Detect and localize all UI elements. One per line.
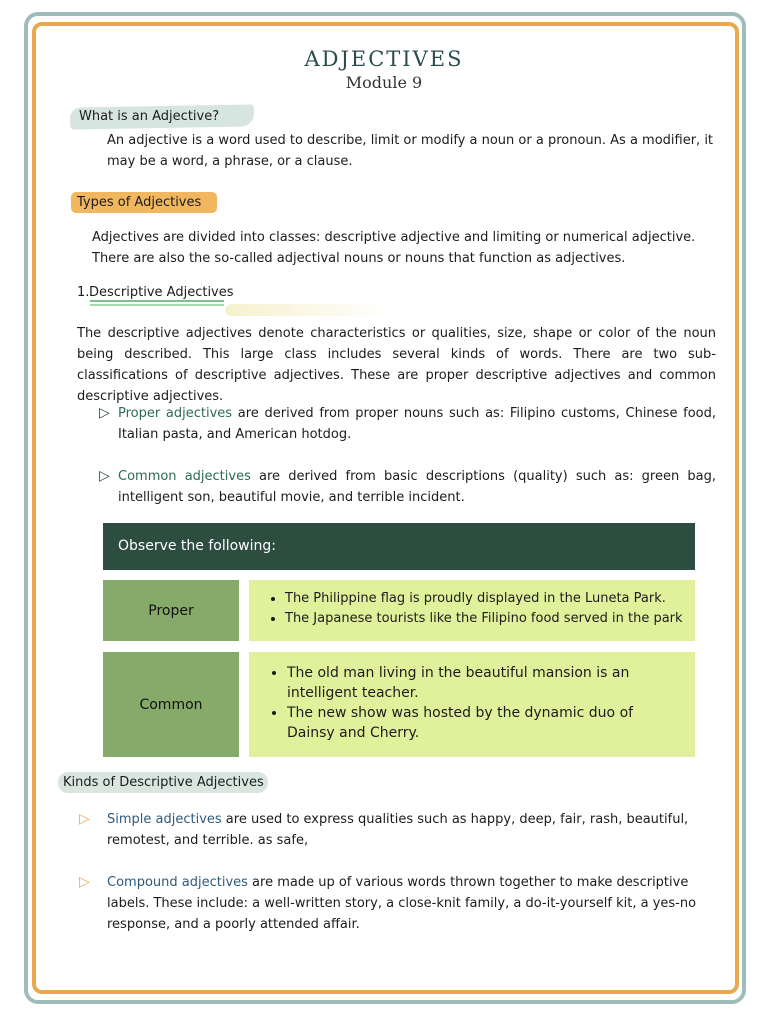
what-is-body-line2: may be a word, a phrase, or a clause. (107, 154, 353, 169)
types-body-line2: There are also the so-called adjectival nouns or nouns that function as adjectives. (92, 251, 626, 266)
common-examples-cell (249, 652, 695, 757)
heading-underline (90, 304, 224, 306)
page-title: ADJECTIVES (304, 47, 464, 71)
kinds-heading: Kinds of Descriptive Adjectives (63, 775, 264, 790)
proper-adjectives-item (118, 403, 716, 445)
list-item: • The Philippine flag is proudly displayed in the Luneta Park. (285, 589, 685, 609)
what-is-heading: What is an Adjective? (79, 109, 220, 124)
simple-adjectives-text: are used to express qualities such as happy, deep, fair, rash, beautiful, remotest, and terrible. as safe, (107, 812, 689, 848)
common-adjectives-item (118, 466, 716, 508)
common-label: Common (139, 696, 203, 713)
compound-adjectives-term: Compound adjectives (107, 875, 248, 890)
proper-adjectives-text: are derived from proper nouns such as: Filipino customs, Chinese food, Italian pasta, and American hotdog. (118, 406, 717, 442)
proper-examples-cell (249, 580, 695, 641)
bullet-arrow-icon: ▷ (79, 874, 90, 890)
list-item: • The new show was hosted by the dynamic duo of Dainsy and Cherry. (287, 703, 675, 743)
what-is-body-line1: An adjective is a word used to describe, limit or modify a noun or a pronoun. As a modifier, it (107, 133, 714, 148)
compound-adjectives-item (107, 872, 697, 935)
page-subtitle: Module 9 (345, 73, 423, 92)
list-item: • The Japanese tourists like the Filipino food served in the park (285, 609, 685, 629)
common-adjectives-text: are derived from basic descriptions (quality) such as: green bag, intelligent son, beautiful movie, and terrible incident. (118, 469, 716, 505)
simple-adjectives-term: Simple adjectives (107, 812, 222, 827)
bullet-arrow-icon: ▷ (79, 811, 90, 827)
compound-adjectives-text: are made up of various words thrown together to make descriptive labels. These include: a well-written story, a close-knit family, a do-it-yourself kit, a yes-no response, and a poorly attended affair. (107, 875, 697, 932)
proper-adjectives-term: Proper adjectives (118, 406, 233, 421)
observe-header: Observe the following: (103, 523, 695, 570)
descriptive-number: 1. (77, 285, 90, 300)
common-label-cell (103, 652, 239, 757)
types-body-line1: Adjectives are divided into classes: descriptive adjective and limiting or numerical adjective. (92, 230, 696, 245)
proper-examples-list (265, 589, 685, 629)
descriptive-heading: Descriptive Adjectives (89, 285, 234, 300)
common-examples-list (267, 663, 675, 743)
simple-adjectives-item (107, 809, 697, 851)
bullet-arrow-icon: ▷ (99, 468, 110, 484)
descriptive-body: The descriptive adjectives denote characteristics or qualities, size, shape or color of the noun being described. This large class includes several kinds of words. There are two sub-classifications of descriptive adjectives. These are proper descriptive adjectives and common descriptive adjectives. (77, 326, 716, 404)
proper-label: Proper (148, 602, 194, 619)
brush-stroke (225, 304, 395, 316)
list-item: • The old man living in the beautiful mansion is an intelligent teacher. (287, 663, 675, 703)
common-adjectives-term: Common adjectives (118, 469, 251, 484)
proper-label-cell (103, 580, 239, 641)
types-heading: Types of Adjectives (77, 195, 202, 210)
bullet-arrow-icon: ▷ (99, 405, 110, 421)
